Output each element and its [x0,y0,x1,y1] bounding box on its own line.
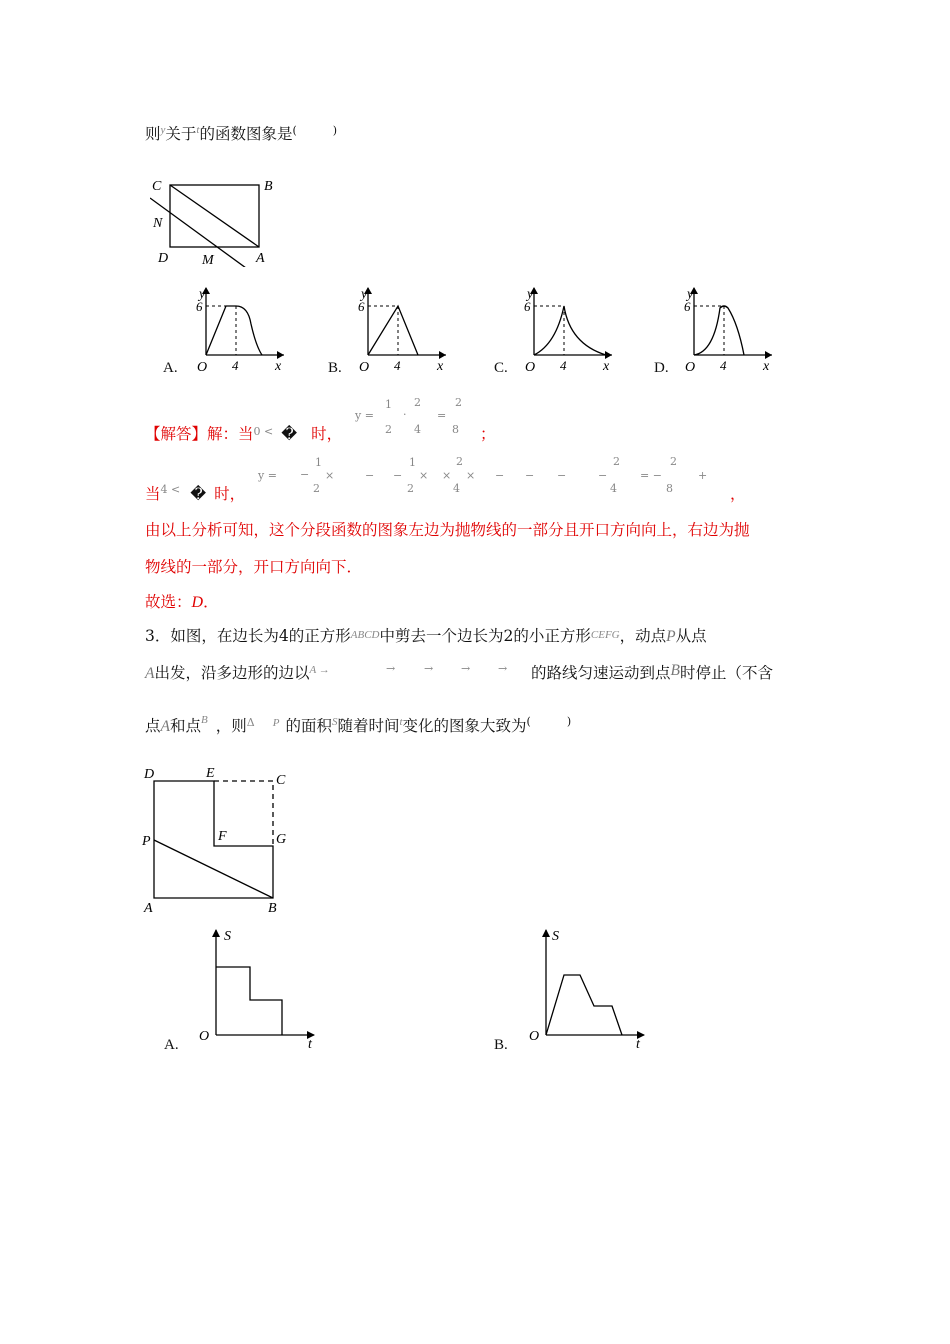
svg-text:y: y [361,287,368,302]
q3-option-b-graph[interactable] [524,924,654,1052]
q3-line-2: A出发，沿多边形的边以$^{A \to}$ [145,664,330,682]
svg-text:x: x [763,359,770,374]
svg-text:O: O [525,360,536,374]
svg-text:G: G [276,832,287,847]
svg-text:t: t [636,1037,640,1052]
answer-line-2: 当$^{4 <}$ � 时， [145,483,246,503]
svg-text:O: O [197,360,208,374]
svg-text:y: y [199,287,206,302]
rect-label-b: B [264,179,273,194]
svg-text:A: A [144,901,153,916]
q2-option-a-label[interactable]: A. [163,360,178,376]
svg-text:C: C [276,773,286,788]
svg-text:O: O [199,1029,210,1044]
svg-text:y: y [527,287,534,302]
svg-text:4: 4 [394,358,401,373]
q3-option-b-label[interactable]: B. [494,1037,508,1053]
svg-text:6: 6 [684,299,691,314]
svg-text:y: y [687,287,694,302]
rect-label-n: N [153,216,163,231]
rect-label-c: C [152,179,162,194]
svg-text:6: 6 [196,299,203,314]
q2-option-d-graph[interactable] [684,284,776,374]
analysis-line-1: 由以上分析可知，这个分段函数的图象左边为抛物线的一部分且开口方向向上，右边为抛 [145,521,750,539]
svg-text:x: x [603,359,610,374]
rect-label-a: A [256,251,265,266]
svg-text:6: 6 [358,299,365,314]
answer-line-1: 【解答】解：当$^{0 <}$ � 时， [145,425,343,443]
svg-text:B: B [268,901,277,916]
q3-option-a-graph[interactable] [194,924,324,1052]
svg-text:S: S [224,929,231,944]
q2-option-c-label[interactable]: C. [494,360,508,376]
q2-question: 则$^y$关于$^t$的函数图象是( ) [145,124,338,143]
choose-answer: 故选：D． [145,593,219,611]
svg-text:x: x [437,359,444,374]
analysis-line-2: 物线的一部分，开口方向向下． [145,558,363,576]
q3-line-1: 3．如图，在边长为4的正方形ABCD中剪去一个边长为2的小正方形CEFG，动点P从点 [145,627,707,645]
svg-text:4: 4 [232,358,239,373]
svg-text:O: O [529,1029,540,1044]
svg-text:O: O [359,360,370,374]
svg-text:D: D [144,767,155,782]
q2-rectangle-figure [150,172,280,267]
q2-option-b-graph[interactable] [358,284,450,374]
svg-text:F: F [218,829,227,844]
svg-text:6: 6 [524,299,531,314]
q3-square-figure [140,764,295,916]
svg-text:E: E [206,766,215,781]
q2-option-c-graph[interactable] [524,284,616,374]
svg-text:4: 4 [560,358,567,373]
q3-line-3: 点A和点$^B$ ，则$^\Delta$ $^P$ 的面积$^S$随着时间$^t$变化的图象大致为( ) [145,714,572,735]
rect-label-m: M [202,253,214,267]
svg-text:x: x [275,359,282,374]
q2-option-b-label[interactable]: B. [328,360,342,376]
svg-text:O: O [685,360,696,374]
q2-option-a-graph[interactable] [196,284,288,374]
svg-text:S: S [552,929,559,944]
svg-text:P: P [142,834,151,849]
svg-text:4: 4 [720,358,727,373]
q3-option-a-label[interactable]: A. [164,1037,179,1053]
svg-text:t: t [308,1037,312,1052]
rect-label-d: D [158,251,169,266]
q2-option-d-label[interactable]: D. [654,360,669,376]
